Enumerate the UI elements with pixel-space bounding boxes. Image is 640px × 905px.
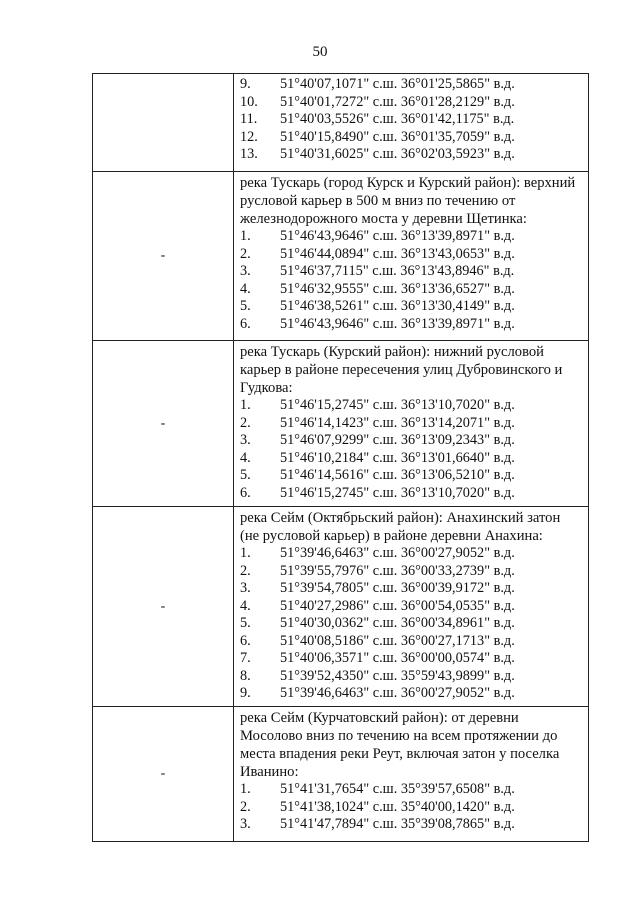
point-number: 2. xyxy=(240,562,251,579)
point-coordinates: 51°40'31,6025" с.ш. 36°02'03,5923" в.д. xyxy=(280,146,515,162)
row-marker-cell: - xyxy=(93,341,234,507)
table-row xyxy=(93,74,589,172)
coordinate-point xyxy=(240,799,578,817)
point-number: 9. xyxy=(240,685,251,701)
location-description: река Тускарь (Курский район): нижний русловой карьер в районе пересечения улиц Дубровинского и Гудкова: xyxy=(240,344,563,396)
coordinate-point xyxy=(240,668,578,686)
point-coordinates: 51°46'43,9646" с.ш. 36°13'39,8971" в.д. xyxy=(280,315,515,332)
coordinate-point xyxy=(240,545,578,563)
point-coordinates: 51°46'32,9555" с.ш. 36°13'36,6527" в.д. xyxy=(280,280,515,297)
point-coordinates: 51°40'27,2986" с.ш. 36°00'54,0535" в.д. xyxy=(280,597,515,614)
location-description: река Тускарь (город Курск и Курский район): верхний русловой карьер в 500 м вниз по течению от железнодорожного моста у деревни Щетинка: xyxy=(240,175,576,227)
coordinate-point xyxy=(240,816,578,834)
point-number: 5. xyxy=(240,467,251,483)
point-coordinates: 51°40'30,0362" с.ш. 36°00'34,8961" в.д. xyxy=(280,615,515,631)
coordinate-point xyxy=(240,781,578,799)
row-content-cell xyxy=(234,341,589,507)
table-row xyxy=(93,172,589,341)
coordinate-point xyxy=(240,450,578,468)
row-marker-cell: - xyxy=(93,172,234,341)
point-coordinates: 51°46'07,9299" с.ш. 36°13'09,2343" в.д. xyxy=(280,432,515,448)
point-coordinates: 51°41'38,1024" с.ш. 35°40'00,1420" в.д. xyxy=(280,798,515,815)
point-coordinates: 51°39'54,7805" с.ш. 36°00'39,9172" в.д. xyxy=(280,580,515,596)
point-number: 5. xyxy=(240,298,251,314)
point-coordinates: 51°40'03,5526" с.ш. 36°01'42,1175" в.д. xyxy=(280,111,515,127)
coordinate-point xyxy=(240,563,578,581)
coordinate-point xyxy=(240,298,578,316)
coordinate-point xyxy=(240,129,578,147)
row-marker-cell xyxy=(93,74,234,172)
row-marker-cell: - xyxy=(93,507,234,707)
point-number: 4. xyxy=(240,280,251,297)
point-number: 1. xyxy=(240,781,251,797)
row-content-cell xyxy=(234,507,589,707)
point-number: 5. xyxy=(240,615,251,631)
coordinate-point xyxy=(240,615,578,633)
point-coordinates: 51°39'52,4350" с.ш. 35°59'43,9899" в.д. xyxy=(280,667,515,684)
coordinate-point xyxy=(240,111,578,129)
location-description: река Сейм (Курчатовский район): от деревни Мосолово вниз по течению на всем протяжении до места впадения реки Реут, включая затон у поселка Иванино: xyxy=(240,710,560,780)
point-coordinates: 51°40'15,8490" с.ш. 36°01'35,7059" в.д. xyxy=(280,128,515,145)
point-coordinates: 51°41'47,7894" с.ш. 35°39'08,7865" в.д. xyxy=(280,816,515,832)
coordinate-point xyxy=(240,432,578,450)
coordinates-table xyxy=(92,73,589,842)
point-coordinates: 51°46'38,5261" с.ш. 36°13'30,4149" в.д. xyxy=(280,298,515,314)
row-content-cell xyxy=(234,707,589,842)
point-number: 3. xyxy=(240,816,251,832)
coordinate-point xyxy=(240,580,578,598)
point-number: 1. xyxy=(240,228,251,244)
location-description: река Сейм (Октябрьский район): Анахинский затон (не русловой карьер) в районе деревни Анахина: xyxy=(240,510,561,544)
point-number: 13. xyxy=(240,146,258,162)
coordinate-point xyxy=(240,485,578,503)
row-content-cell xyxy=(234,74,589,172)
point-number: 11. xyxy=(240,111,258,127)
coordinate-point xyxy=(240,228,578,246)
point-number: 2. xyxy=(240,798,251,815)
point-number: 10. xyxy=(240,93,258,110)
point-coordinates: 51°46'37,7115" с.ш. 36°13'43,8946" в.д. xyxy=(280,263,515,279)
coordinate-point xyxy=(240,397,578,415)
point-number: 4. xyxy=(240,449,251,466)
page-number: 50 xyxy=(312,44,328,60)
table-row xyxy=(93,707,589,842)
coordinate-point xyxy=(240,633,578,651)
point-coordinates: 51°39'55,7976" с.ш. 36°00'33,2739" в.д. xyxy=(280,562,515,579)
coordinate-point xyxy=(240,685,578,703)
point-coordinates: 51°46'44,0894" с.ш. 36°13'43,0653" в.д. xyxy=(280,245,515,262)
coordinate-point xyxy=(240,650,578,668)
point-number: 2. xyxy=(240,414,251,431)
point-coordinates: 51°41'31,7654" с.ш. 35°39'57,6508" в.д. xyxy=(280,781,515,797)
point-coordinates: 51°46'15,2745" с.ш. 36°13'10,7020" в.д. xyxy=(280,397,515,413)
coordinate-point xyxy=(240,246,578,264)
point-coordinates: 51°46'14,5616" с.ш. 36°13'06,5210" в.д. xyxy=(280,467,515,483)
point-number: 7. xyxy=(240,650,251,666)
coordinate-point xyxy=(240,263,578,281)
point-number: 2. xyxy=(240,245,251,262)
table-row xyxy=(93,341,589,507)
coordinate-point xyxy=(240,316,578,334)
point-number: 3. xyxy=(240,263,251,279)
point-number: 8. xyxy=(240,667,251,684)
point-number: 3. xyxy=(240,432,251,448)
point-coordinates: 51°46'14,1423" с.ш. 36°13'14,2071" в.д. xyxy=(280,414,515,431)
point-number: 12. xyxy=(240,128,258,145)
point-coordinates: 51°40'07,1071" с.ш. 36°01'25,5865" в.д. xyxy=(280,76,515,92)
point-number: 6. xyxy=(240,632,251,649)
coordinate-point xyxy=(240,76,578,94)
point-number: 3. xyxy=(240,580,251,596)
point-number: 6. xyxy=(240,484,251,501)
coordinate-point xyxy=(240,281,578,299)
point-coordinates: 51°46'15,2745" с.ш. 36°13'10,7020" в.д. xyxy=(280,484,515,501)
row-marker-cell: - xyxy=(93,707,234,842)
table-row xyxy=(93,507,589,707)
coordinate-point xyxy=(240,598,578,616)
point-coordinates: 51°39'46,6463" с.ш. 36°00'27,9052" в.д. xyxy=(280,685,515,701)
row-content-cell xyxy=(234,172,589,341)
point-coordinates: 51°40'06,3571" с.ш. 36°00'00,0574" в.д. xyxy=(280,650,515,666)
point-coordinates: 51°39'46,6463" с.ш. 36°00'27,9052" в.д. xyxy=(280,545,515,561)
point-coordinates: 51°46'43,9646" с.ш. 36°13'39,8971" в.д. xyxy=(280,228,515,244)
point-number: 1. xyxy=(240,545,251,561)
point-number: 1. xyxy=(240,397,251,413)
coordinate-point xyxy=(240,467,578,485)
point-coordinates: 51°46'10,2184" с.ш. 36°13'01,6640" в.д. xyxy=(280,449,515,466)
coordinate-point xyxy=(240,415,578,433)
point-number: 9. xyxy=(240,76,251,92)
table-body xyxy=(93,74,589,842)
coordinate-point xyxy=(240,146,578,164)
coordinate-point xyxy=(240,94,578,112)
point-coordinates: 51°40'01,7272" с.ш. 36°01'28,2129" в.д. xyxy=(280,93,515,110)
point-coordinates: 51°40'08,5186" с.ш. 36°00'27,1713" в.д. xyxy=(280,632,515,649)
point-number: 6. xyxy=(240,315,251,332)
point-number: 4. xyxy=(240,597,251,614)
